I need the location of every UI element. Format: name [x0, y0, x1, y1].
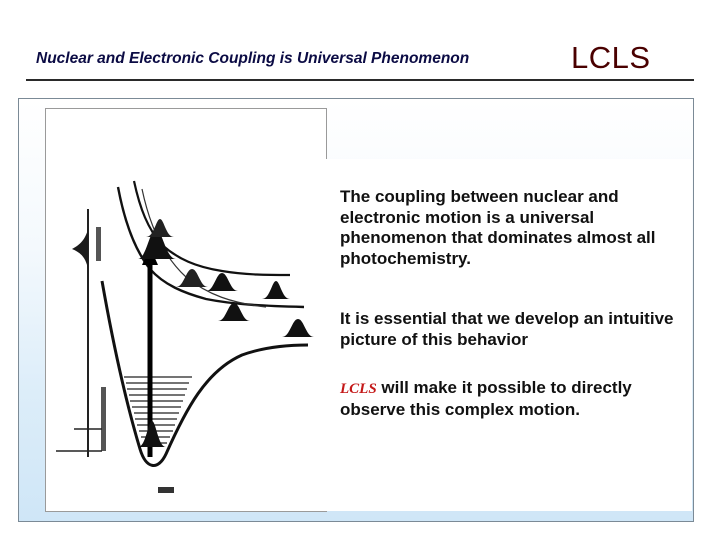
wavepacket — [262, 281, 290, 299]
brand-logo: LCLS — [571, 40, 651, 75]
paragraph-coupling: The coupling between nuclear and electronic motion is a universal phenomenon that dominates almost all photochemistry. — [340, 187, 656, 268]
wavepacket — [282, 319, 314, 337]
wavepacket — [206, 273, 238, 291]
content-panel — [18, 98, 694, 522]
paragraph-lcls-text: will make it possible to directly observe this complex motion. — [340, 378, 632, 419]
header-divider — [26, 79, 694, 81]
potential-energy-figure — [45, 108, 327, 512]
x-axis-label-mark — [158, 487, 174, 493]
potential-energy-diagram — [46, 109, 327, 512]
slide-title: Nuclear and Electronic Coupling is Universal Phenomenon — [36, 50, 470, 67]
lcls-inline-logo: LCLS — [340, 381, 377, 397]
axis-label-mark — [96, 227, 101, 261]
wavepacket — [218, 303, 250, 321]
ground-state-curve — [102, 281, 308, 465]
axis-label-mark — [101, 387, 106, 451]
absorption-band — [72, 229, 88, 269]
text-box — [322, 159, 692, 511]
paragraph-intuitive: It is essential that we develop an intuitive picture of this behavior — [340, 309, 674, 349]
paragraph-lcls — [340, 378, 685, 420]
